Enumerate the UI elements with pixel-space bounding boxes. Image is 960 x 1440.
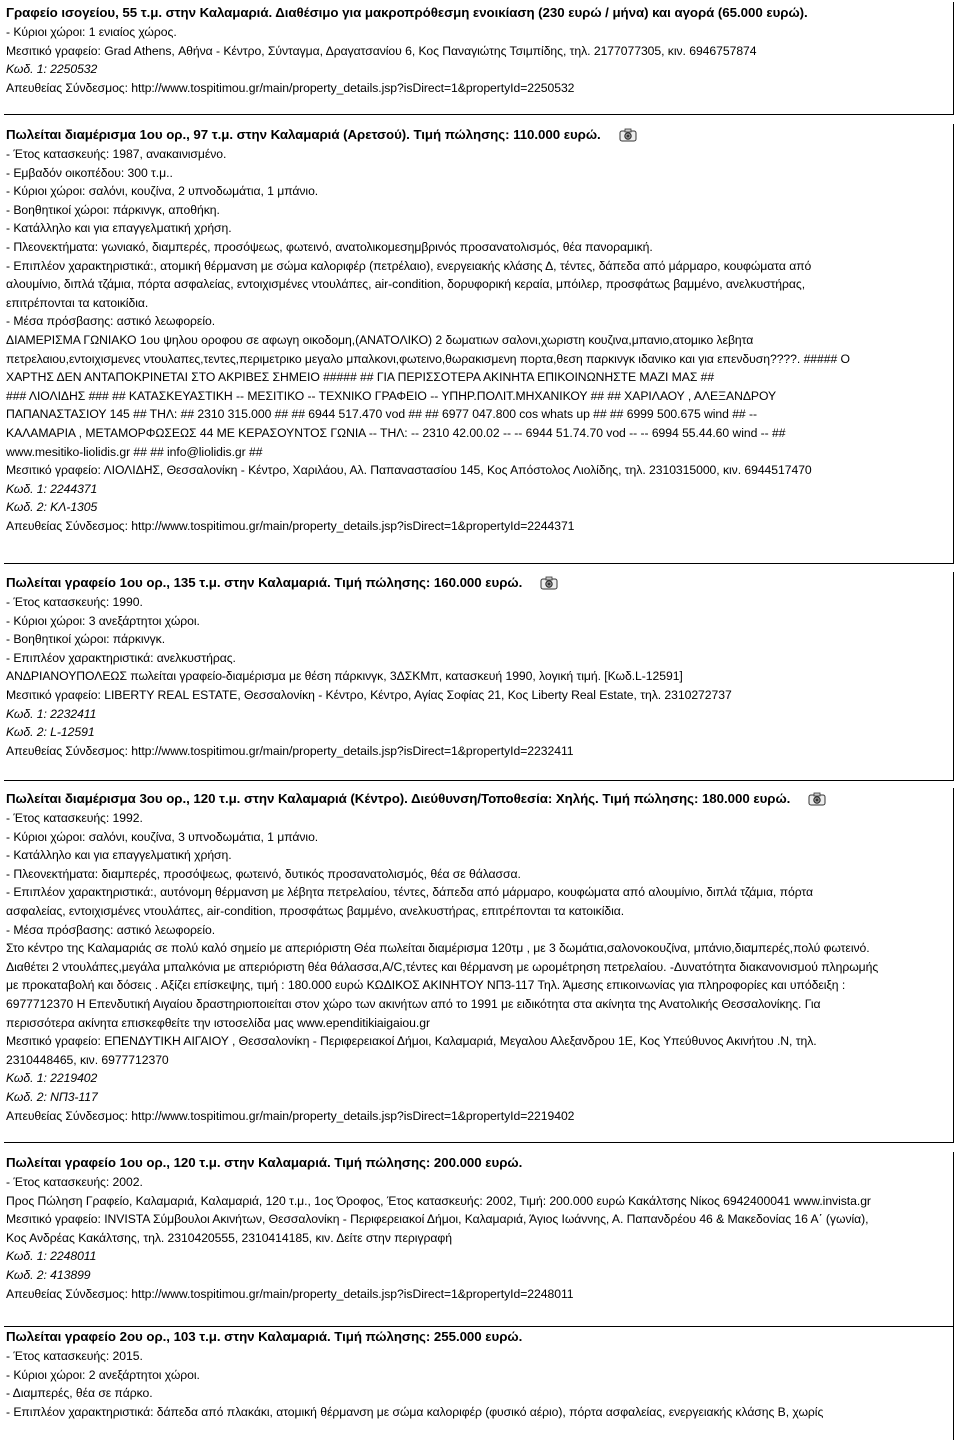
detail-line: - Εμβαδόν οικοπέδου: 300 τ.μ.. — [6, 165, 173, 180]
agency-line: Μεσιτικό γραφείο: INVISTA Σύμβουλοι Ακινήτων, Θεσσαλονίκη - Περιφερειακοί Δήμοι, Καλαμαριά, Άγιος Ιωάννης, Α. Παπανδρέου 46 & Μακεδονίας 16 Α΄ (γωνία), — [6, 1212, 869, 1227]
detail-line: - Κύριοι χώροι: 1 ενιαίος χώρος. — [6, 25, 177, 39]
listing-1 — [4, 2, 954, 115]
direct-link[interactable]: Απευθείας Σύνδεσμος: http://www.tospitimou.gr/main/property_details.jsp?isDirect=1&propertyId=2248011 — [6, 1286, 574, 1301]
description-line: περισσότερα ακίνητα επισκεφθείτε την ιστοσελίδα μας www.ependitikiaigaiou.gr — [6, 1015, 430, 1030]
detail-line: - Πλεονεκτήματα: γωνιακό, διαμπερές, προσόψεως, φωτεινό, ανατολικομεσημβρινός προσανατολισμός, θέα πανοραμική. — [6, 239, 653, 254]
detail-line: - Έτος κατασκευής: 1987, ανακαινισμένο. — [6, 147, 227, 161]
description-line: 6977712370 Η Επενδυτική Αιγαίου δραστηριοποιείται στον χώρο των ακινήτων από το 1991 με ειδικότητα στα ακίνητα της Ανατολικής Θεσσαλονίκης. Για — [6, 996, 821, 1011]
detail-line: - Κατάλληλο και για επαγγελματική χρήση. — [6, 221, 232, 236]
detail-line: - Κύριοι χώροι: 3 ανεξάρτητοι χώροι. — [6, 613, 200, 628]
detail-line: επιτρέπονται τα κατοικίδια. — [6, 295, 149, 310]
direct-link[interactable]: Απευθείας Σύνδεσμος: http://www.tospitimou.gr/main/property_details.jsp?isDirect=1&propertyId=2219402 — [6, 1108, 575, 1123]
code-1: Κωδ. 1: 2244371 — [6, 481, 98, 496]
description-line: Στο κέντρο της Καλαμαριάς σε πολύ καλό σημείο με απεριόριστη Θέα πωλείται διαμέρισμα 120τμ , με 3 δωμάτια,σαλονοκουζίνα, μπάνιο,διαμπερές,πολύ φωτεινό. — [6, 941, 870, 956]
code-1: Κωδ. 1: 2248011 — [6, 1249, 97, 1264]
description-line: ΔΙΑΜΕΡΙΣΜΑ ΓΩΝΙΑΚΟ 1ου ψηλου οροφου σε αφωγη οικοδομη,(ΑΝΑΤΟΛΙΚΟ) 2 δωματιων σαλονι,χωριστη κουζινα,μπανιο,ατομικο λεβητα — [6, 332, 754, 347]
detail-line: - Κύριοι χώροι: σαλόνι, κουζίνα, 2 υπνοδωμάτια, 1 μπάνιο. — [6, 184, 319, 199]
detail-line: ασφαλείας, εντοιχισμένες ντουλάπες, air-condition, προσφάτως βαμμένο, ανελκυστήρας, επιτρέπονται τα κατοικίδια. — [6, 903, 625, 918]
direct-link[interactable]: Απευθείας Σύνδεσμος: http://www.tospitimou.gr/main/property_details.jsp?isDirect=1&propertyId=2244371 — [6, 518, 575, 533]
agency-line: Μεσιτικό γραφείο: ΛΙΟΛΙΔΗΣ, Θεσσαλονίκη - Κέντρο, Χαριλάου, Αλ. Παπαναστασίου 145, Κος Απόστολος Λιολίδης, τηλ. 2310315000, κιν. 6944517470 — [6, 463, 812, 478]
agency-line: Μεσιτικό γραφείο: LIBERTY REAL ESTATE, Θεσσαλονίκη - Κέντρο, Κέντρο, Αγίας Σοφίας 21, Κος Liberty Real Estate, τηλ. 2310272737 — [6, 687, 732, 702]
detail-line: - Μέσα πρόσβασης: αστικό λεωφορείο. — [6, 314, 216, 329]
detail-line: - Κύριοι χώροι: 2 ανεξάρτητοι χώροι. — [6, 1367, 200, 1382]
detail-line: - Διαμπερές, θέα σε πάρκο. — [6, 1386, 153, 1401]
detail-line: - Έτος κατασκευής: 1990. — [6, 595, 143, 609]
listing-title: Γραφείο ισογείου, 55 τ.μ. στην Καλαμαριά. Διαθέσιμο για μακροπρόθεσμη ενοικίαση (230 ευρώ / μήνα) και αγορά (65.000 ευρώ). — [6, 5, 808, 20]
listing-title: Πωλείται διαμέρισμα 3ου ορ., 120 τ.μ. στην Καλαμαριά (Κέντρο). Διεύθυνση/Τοποθεσία: Χηλής. Τιμή πώλησης: 180.000 ευρώ. — [6, 788, 949, 809]
detail-line: - Έτος κατασκευής: 2002. — [6, 1175, 143, 1189]
agency-line: Μεσιτικό γραφείο: Grad Athens, Αθήνα - Κέντρο, Σύνταγμα, Δραγατσανίου 6, Κος Παναγιώτης Τσιμπίδης, τηλ. 2177077305, κιν. 6946757874 — [6, 43, 757, 58]
code-1: Κωδ. 1: 2250532 — [6, 62, 98, 77]
detail-line: - Πλεονεκτήματα: διαμπερές, προσόψεως, φωτεινό, δυτικός προσανατολισμός, θέα σε θάλασσα. — [6, 866, 521, 881]
code-1: Κωδ. 1: 2232411 — [6, 706, 97, 721]
direct-link[interactable]: Απευθείας Σύνδεσμος: http://www.tospitimou.gr/main/property_details.jsp?isDirect=1&propertyId=2232411 — [6, 743, 574, 758]
code-2: Κωδ. 2: 413899 — [6, 1267, 91, 1282]
detail-line: - Βοηθητικοί χώροι: πάρκινγκ. — [6, 632, 166, 647]
code-2: Κωδ. 2: ΚΛ-1305 — [6, 500, 98, 515]
description-line: πετρελαιου,εντοιχισμενες ντουλαπες,τεντες,περιμετρικο μεγαλο μπαλκονι,φωτεινο,θωρακισμενη πορτα,θεση παρκινγκ ιδανικο και για επενδυση????. ##### Ο — [6, 351, 850, 366]
description-line: με προκαταβολή και δόσεις . Αξίζει επίσκεψης, τιμή : 180.000 ευρώ ΚΩΔΙΚΟΣ ΑΚΙΝΗΤΟΥ ΝΠ3-117 Τηλ. Άμεσης επικοινωνίας για πληροφορίες και υπόδειξη : — [6, 978, 846, 993]
direct-link[interactable]: Απευθείας Σύνδεσμος: http://www.tospitimou.gr/main/property_details.jsp?isDirect=1&propertyId=2250532 — [6, 80, 575, 95]
camera-icon[interactable] — [619, 128, 637, 142]
description-line: ΧΑΡΤΗΣ ΔΕΝ ΑΝΤΑΠΟΚΡΙΝΕΤΑΙ ΣΤΟ ΑΚΡΙΒΕΣ ΣΗΜΕΙΟ ##### ## ΓΙΑ ΠΕΡΙΣΣΟΤΕΡΑ ΑΚΙΝΗΤΑ ΕΠΙΚΟΙΝΩΝΗΣΤΕ ΜΑΖΙ ΜΑΣ ## — [6, 370, 715, 385]
listing-3 — [4, 572, 954, 781]
detail-line: - Επιπλέον χαρακτηριστικά:, αυτόνομη θέρμανση με λέβητα πετρελαίου, τέντες, δάπεδα από μάρμαρο, κουφώματα από αλουμίνιο, διπλά τζάμια, πόρτα — [6, 885, 813, 900]
detail-line: αλουμίνιο, διπλά τζάμια, πόρτα ασφαλείας, εντοιχισμένες ντουλάπες, air-condition, δορυφορική κεραία, μπόιλερ, προσφάτως βαμμένο, ανελκυστήρας, — [6, 277, 806, 292]
description-line: ### ΛΙΟΛΙΔΗΣ ### ## ΚΑΤΑΣΚΕΥΑΣΤΙΚΗ -- ΜΕΣΙΤΙΚΟ -- ΤΕΧΝΙΚΟ ΓΡΑΦΕΙΟ -- ΥΠΗΡ.ΠΟΛΙΤ.ΜΗΧΑΝΙΚΟΥ ## ## ΧΑΡΙΛΑΟΥ , ΑΛΕΞΑΝΔΡΟΥ — [6, 388, 777, 403]
detail-line: - Επιπλέον χαρακτηριστικά: ανελκυστήρας. — [6, 650, 236, 665]
listing-title: Πωλείται διαμέρισμα 1ου ορ., 97 τ.μ. στην Καλαμαριά (Αρετσού). Τιμή πώλησης: 110.000 ευρώ. — [6, 124, 949, 145]
description-line: ΚΑΛΑΜΑΡΙΑ , ΜΕΤΑΜΟΡΦΩΣΕΩΣ 44 ΜΕ ΚΕΡΑΣΟΥΝΤΟΣ ΓΩΝΙΑ -- ΤΗΛ: -- 2310 42.00.02 -- -- 6944 51.74.70 vod -- -- 6994 55.44.60 wind -- ## — [6, 425, 786, 440]
listing-title: Πωλείται γραφείο 2ου ορ., 103 τ.μ. στην Καλαμαριά. Τιμή πώλησης: 255.000 ευρώ. — [6, 1329, 523, 1344]
detail-line: - Επιπλέον χαρακτηριστικά: δάπεδα από πλακάκι, ατομική θέρμανση με σώμα καλοριφέρ (φυσικό αέριο), πόρτα ασφαλείας, ενεργειακής κλάσης Β, χωρίς — [6, 1404, 824, 1419]
code-1: Κωδ. 1: 2219402 — [6, 1071, 98, 1086]
description-line: ΑΝΔΡΙΑΝΟΥΠΟΛΕΩΣ πωλείται γραφείο-διαμέρισμα με θέση πάρκινγκ, 3ΔΣΚΜπ, κατασκευή 1990, λογική τιμή. [Κωδ.L-12591] — [6, 669, 683, 684]
detail-line: - Βοηθητικοί χώροι: πάρκινγκ, αποθήκη. — [6, 202, 220, 217]
description-line: www.mesitiko-liolidis.gr ## ## info@liolidis.gr ## — [6, 444, 263, 459]
camera-icon[interactable] — [808, 792, 826, 806]
code-2: Κωδ. 2: ΝΠ3-117 — [6, 1089, 98, 1104]
description-line: ΠΑΠΑΝΑΣΤΑΣΙΟΥ 145 ## ΤΗΛ: ## 2310 315.000 ## ## 6944 517.470 vod ## ## 6977 047.800 cos whats up ## ## 6999 500.675 wind ## -- — [6, 407, 758, 422]
agency-line: Μεσιτικό γραφείο: ΕΠΕΝΔΥΤΙΚΗ ΑΙΓΑΙΟΥ , Θεσσαλονίκη - Περιφερειακοί Δήμοι, Καλαμαριά, Μεγαλου Αλεξανδρου 1Ε, Κος Υπεύθυνος Ακινήτου .Ν, τηλ. — [6, 1034, 817, 1049]
listing-6 — [4, 1326, 954, 1440]
listing-4 — [4, 788, 954, 1143]
detail-line: - Έτος κατασκευής: 2015. — [6, 1349, 143, 1363]
detail-line: - Μέσα πρόσβασης: αστικό λεωφορείο. — [6, 922, 216, 937]
description-line: Προς Πώληση Γραφείο, Καλαμαριά, Καλαμαριά, 120 τ.μ., 1ος Όροφος, Έτος κατασκευής: 2002, Τιμή: 200.000 ευρώ Κακάλτσης Νίκος 6942400041 www.invista.gr — [6, 1193, 871, 1208]
detail-line: - Έτος κατασκευής: 1992. — [6, 811, 143, 825]
detail-line: - Επιπλέον χαρακτηριστικά:, ατομική θέρμανση με σώμα καλοριφέρ (πετρέλαιο), ενεργειακής κλάσης Δ, τέντες, δάπεδα από μάρμαρο, κουφώματα από — [6, 258, 812, 273]
description-line: Διαθέτει 2 ντουλάπες,μεγάλα μπαλκόνια με απεριόριστη θέα θάλασσα,A/C,τέντες και θέρμανση με ωρομέτρηση πετρελαίου. -Δυνατότητα διακανονισμού πληρωμής — [6, 959, 879, 974]
detail-line: - Κύριοι χώροι: σαλόνι, κουζίνα, 3 υπνοδωμάτια, 1 μπάνιο. — [6, 829, 319, 844]
listing-title: Πωλείται γραφείο 1ου ορ., 120 τ.μ. στην Καλαμαριά. Τιμή πώλησης: 200.000 ευρώ. — [6, 1155, 523, 1170]
detail-line: - Κατάλληλο και για επαγγελματική χρήση. — [6, 848, 232, 863]
listing-title: Πωλείται γραφείο 1ου ορ., 135 τ.μ. στην Καλαμαριά. Τιμή πώλησης: 160.000 ευρώ. — [6, 572, 949, 593]
listing-2 — [4, 124, 954, 564]
agency-line: 2310448465, κιν. 6977712370 — [6, 1052, 169, 1067]
agency-line: Κος Ανδρέας Κακάλτσης, τηλ. 2310420555, 2310414185, κιν. Δείτε στην περιγραφή — [6, 1230, 452, 1245]
camera-icon[interactable] — [540, 576, 558, 590]
code-2: Κωδ. 2: L-12591 — [6, 725, 95, 740]
listing-5 — [4, 1152, 954, 1327]
